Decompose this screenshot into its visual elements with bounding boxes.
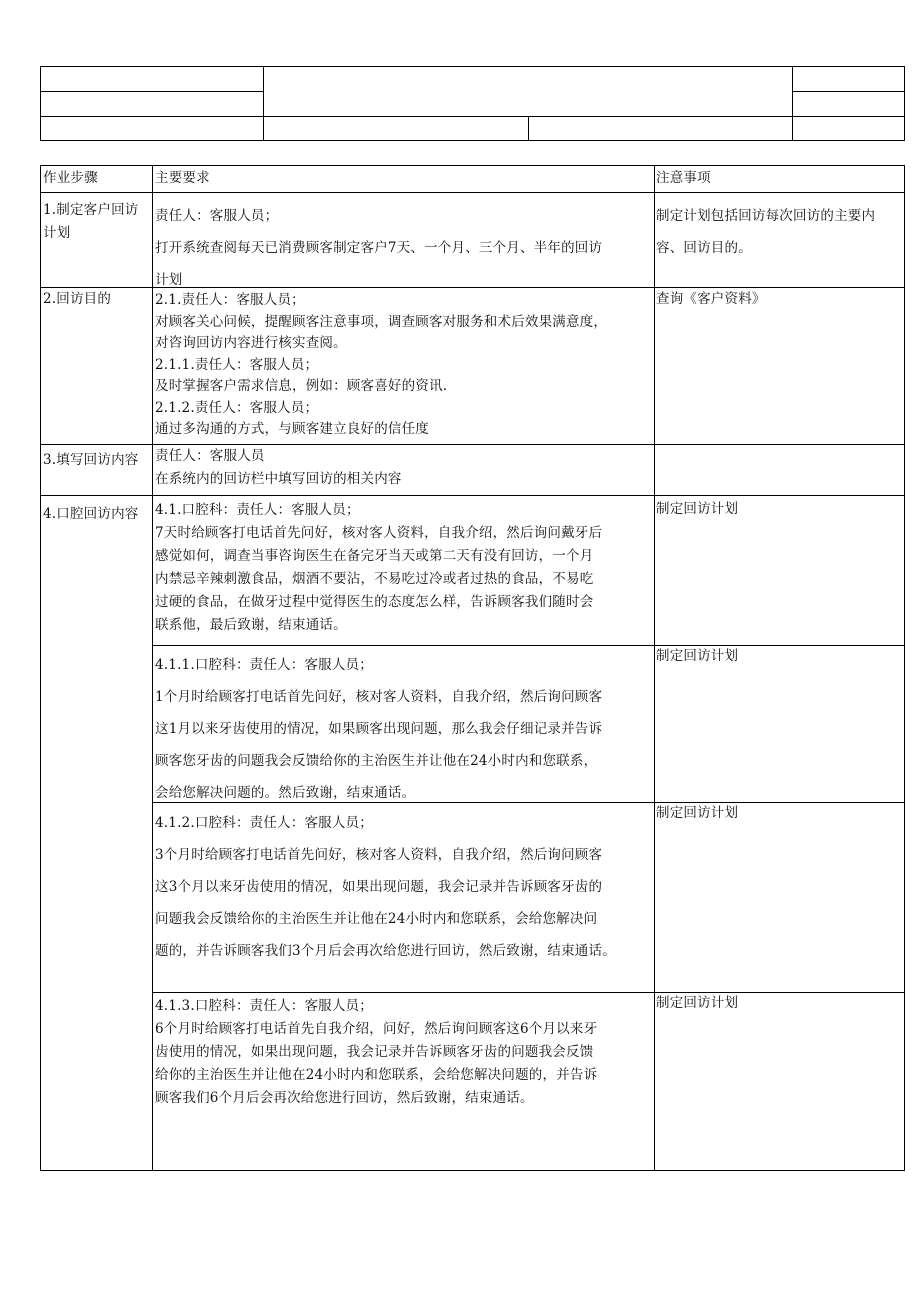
row-requirement [155, 200, 602, 296]
row-note [656, 802, 738, 825]
text-line: 3.填写回访内容 [43, 452, 139, 468]
table-divider [41, 192, 904, 193]
text-line: 制定回访计划 [656, 501, 739, 517]
header-table [40, 66, 905, 141]
table-divider [152, 645, 904, 646]
text-line: 对顾客关心问候，提醒顾客注意事项，调查顾客对服务和术后效果满意度， [155, 313, 608, 330]
table-divider [654, 166, 655, 1170]
row-requirement [155, 649, 602, 809]
text-line: 制定回访计划 [656, 648, 739, 664]
text-line: 对咨询回访内容进行核实查阅。 [155, 335, 347, 351]
header-cell [792, 91, 905, 117]
text-line: 过硬的食品，在做牙过程中觉得医生的态度怎么样，告诉顾客我们随时会 [155, 594, 594, 610]
row-note [656, 498, 738, 521]
procedure-table [40, 165, 905, 1171]
text-line: 2.回访目的 [43, 291, 112, 307]
table-divider [152, 166, 153, 1170]
text-line: 计划 [43, 224, 71, 241]
row-requirement [155, 290, 607, 441]
column-header-step: 作业步骤 [43, 170, 98, 186]
text-line: 齿使用的情况，如果出现问题，我会记录并告诉顾客牙齿的问题我会反馈 [155, 1044, 594, 1060]
row-note [656, 645, 738, 668]
text-line: 联系他，最后致谢，结束通话。 [155, 617, 347, 633]
text-line: 2.1.2.责任人：客服人员； [155, 399, 319, 416]
text-line: 责任人：客服人员； [155, 208, 279, 224]
text-line: 内禁忌辛辣刺激食品，烟酒不要沾，不易吃过冷或者过热的食品，不易吃 [155, 571, 594, 587]
text-line: 1个月时给顾客打电话首先问好，核对客人资料，自我介绍，然后询问顾客 [155, 689, 603, 705]
text-line: 会给您解决问题的。然后致谢，结束通话。 [155, 785, 416, 801]
text-line: 制定回访计划 [656, 805, 739, 821]
header-cell [40, 91, 264, 117]
text-line: 2.1.责任人：客服人员； [155, 292, 305, 308]
row-requirement [155, 499, 602, 637]
table-divider [41, 495, 904, 496]
text-line: 给你的主治医生并让他在24小时内和您联系，会给您解决问题的，并告诉 [155, 1067, 598, 1083]
table-divider [152, 992, 904, 993]
text-line: 3个月时给顾客打电话首先问好，核对客人资料，自我介绍，然后询问顾客 [155, 847, 603, 863]
text-line: 制定计划包括回访每次回访的主要内 [656, 208, 876, 224]
text-line: 在系统内的回访栏中填写回访的相关内容 [155, 471, 402, 487]
text-line: 计划 [155, 272, 183, 288]
row-step [43, 449, 138, 472]
text-line: 4.口腔回访内容 [43, 506, 139, 522]
text-line: 这3个月以来牙齿使用的情况，如果出现问题，我会记录并告诉顾客牙齿的 [155, 879, 603, 895]
text-line: 问题我会反馈给你的主治医生并让他在24小时内和您联系，会给您解决问 [155, 911, 598, 927]
header-cell [528, 116, 793, 141]
header-cell [792, 66, 905, 92]
row-note [656, 200, 875, 264]
text-line: 查询《客户资料》 [656, 291, 766, 307]
text-line: 题的，并告诉顾客我们3个月后会再次给您进行回访，然后致谢，结束通话。 [155, 943, 616, 959]
text-line: 4.1.口腔科：责任人：客服人员； [155, 502, 360, 518]
row-note [656, 992, 738, 1015]
row-step [43, 503, 138, 526]
text-line: 6个月时给顾客打电话首先自我介绍，问好，然后询问顾客这6个月以来牙 [155, 1021, 598, 1037]
text-line: 责任人：客服人员 [155, 448, 265, 464]
text-line: 1.制定客户回访 [43, 202, 139, 218]
header-cell [40, 116, 264, 141]
row-requirement [155, 807, 616, 967]
text-line: 容、回访目的。 [656, 240, 752, 256]
text-line: 顾客我们6个月后会再次给您进行回访，然后致谢，结束通话。 [155, 1090, 534, 1106]
row-step [43, 288, 111, 311]
text-line: 这1月以来牙齿使用的情况，如果顾客出现问题，那么我会仔细记录并告诉 [155, 721, 603, 737]
text-line: 4.1.3.口腔科：责任人：客服人员； [155, 998, 373, 1014]
text-line: 7天时给顾客打电话首先问好，核对客人资料，自我介绍，然后询问戴牙后 [155, 525, 603, 541]
header-cell [792, 116, 905, 141]
text-line: 2.1.1.责任人：客服人员； [155, 356, 319, 373]
row-requirement [155, 995, 597, 1110]
row-requirement [155, 445, 402, 491]
text-line: 4.1.1.口腔科：责任人：客服人员； [155, 657, 373, 673]
text-line: 通过多沟通的方式，与顾客建立良好的信任度 [155, 421, 429, 437]
row-note [656, 288, 766, 311]
column-header-note: 注意事项 [656, 170, 711, 186]
text-line: 感觉如何，调查当事咨询医生在备完牙当天或第二天有没有回访，一个月 [155, 548, 594, 564]
header-title-cell [263, 66, 793, 117]
text-line: 制定回访计划 [656, 995, 739, 1011]
row-step [43, 199, 138, 244]
header-cell [40, 66, 264, 92]
header-cell [263, 116, 529, 141]
text-line: 及时掌握客户需求信息，例如：顾客喜好的资讯. [155, 378, 448, 394]
text-line: 4.1.2.口腔科：责任人：客服人员； [155, 815, 373, 831]
text-line: 打开系统查阅每天已消费顾客制定客户7天、一个月、三个月、半年的回访 [155, 240, 603, 256]
column-header-requirement: 主要要求 [155, 170, 210, 186]
text-line: 顾客您牙齿的问题我会反馈给你的主治医生并让他在24小时内和您联系， [155, 753, 598, 769]
